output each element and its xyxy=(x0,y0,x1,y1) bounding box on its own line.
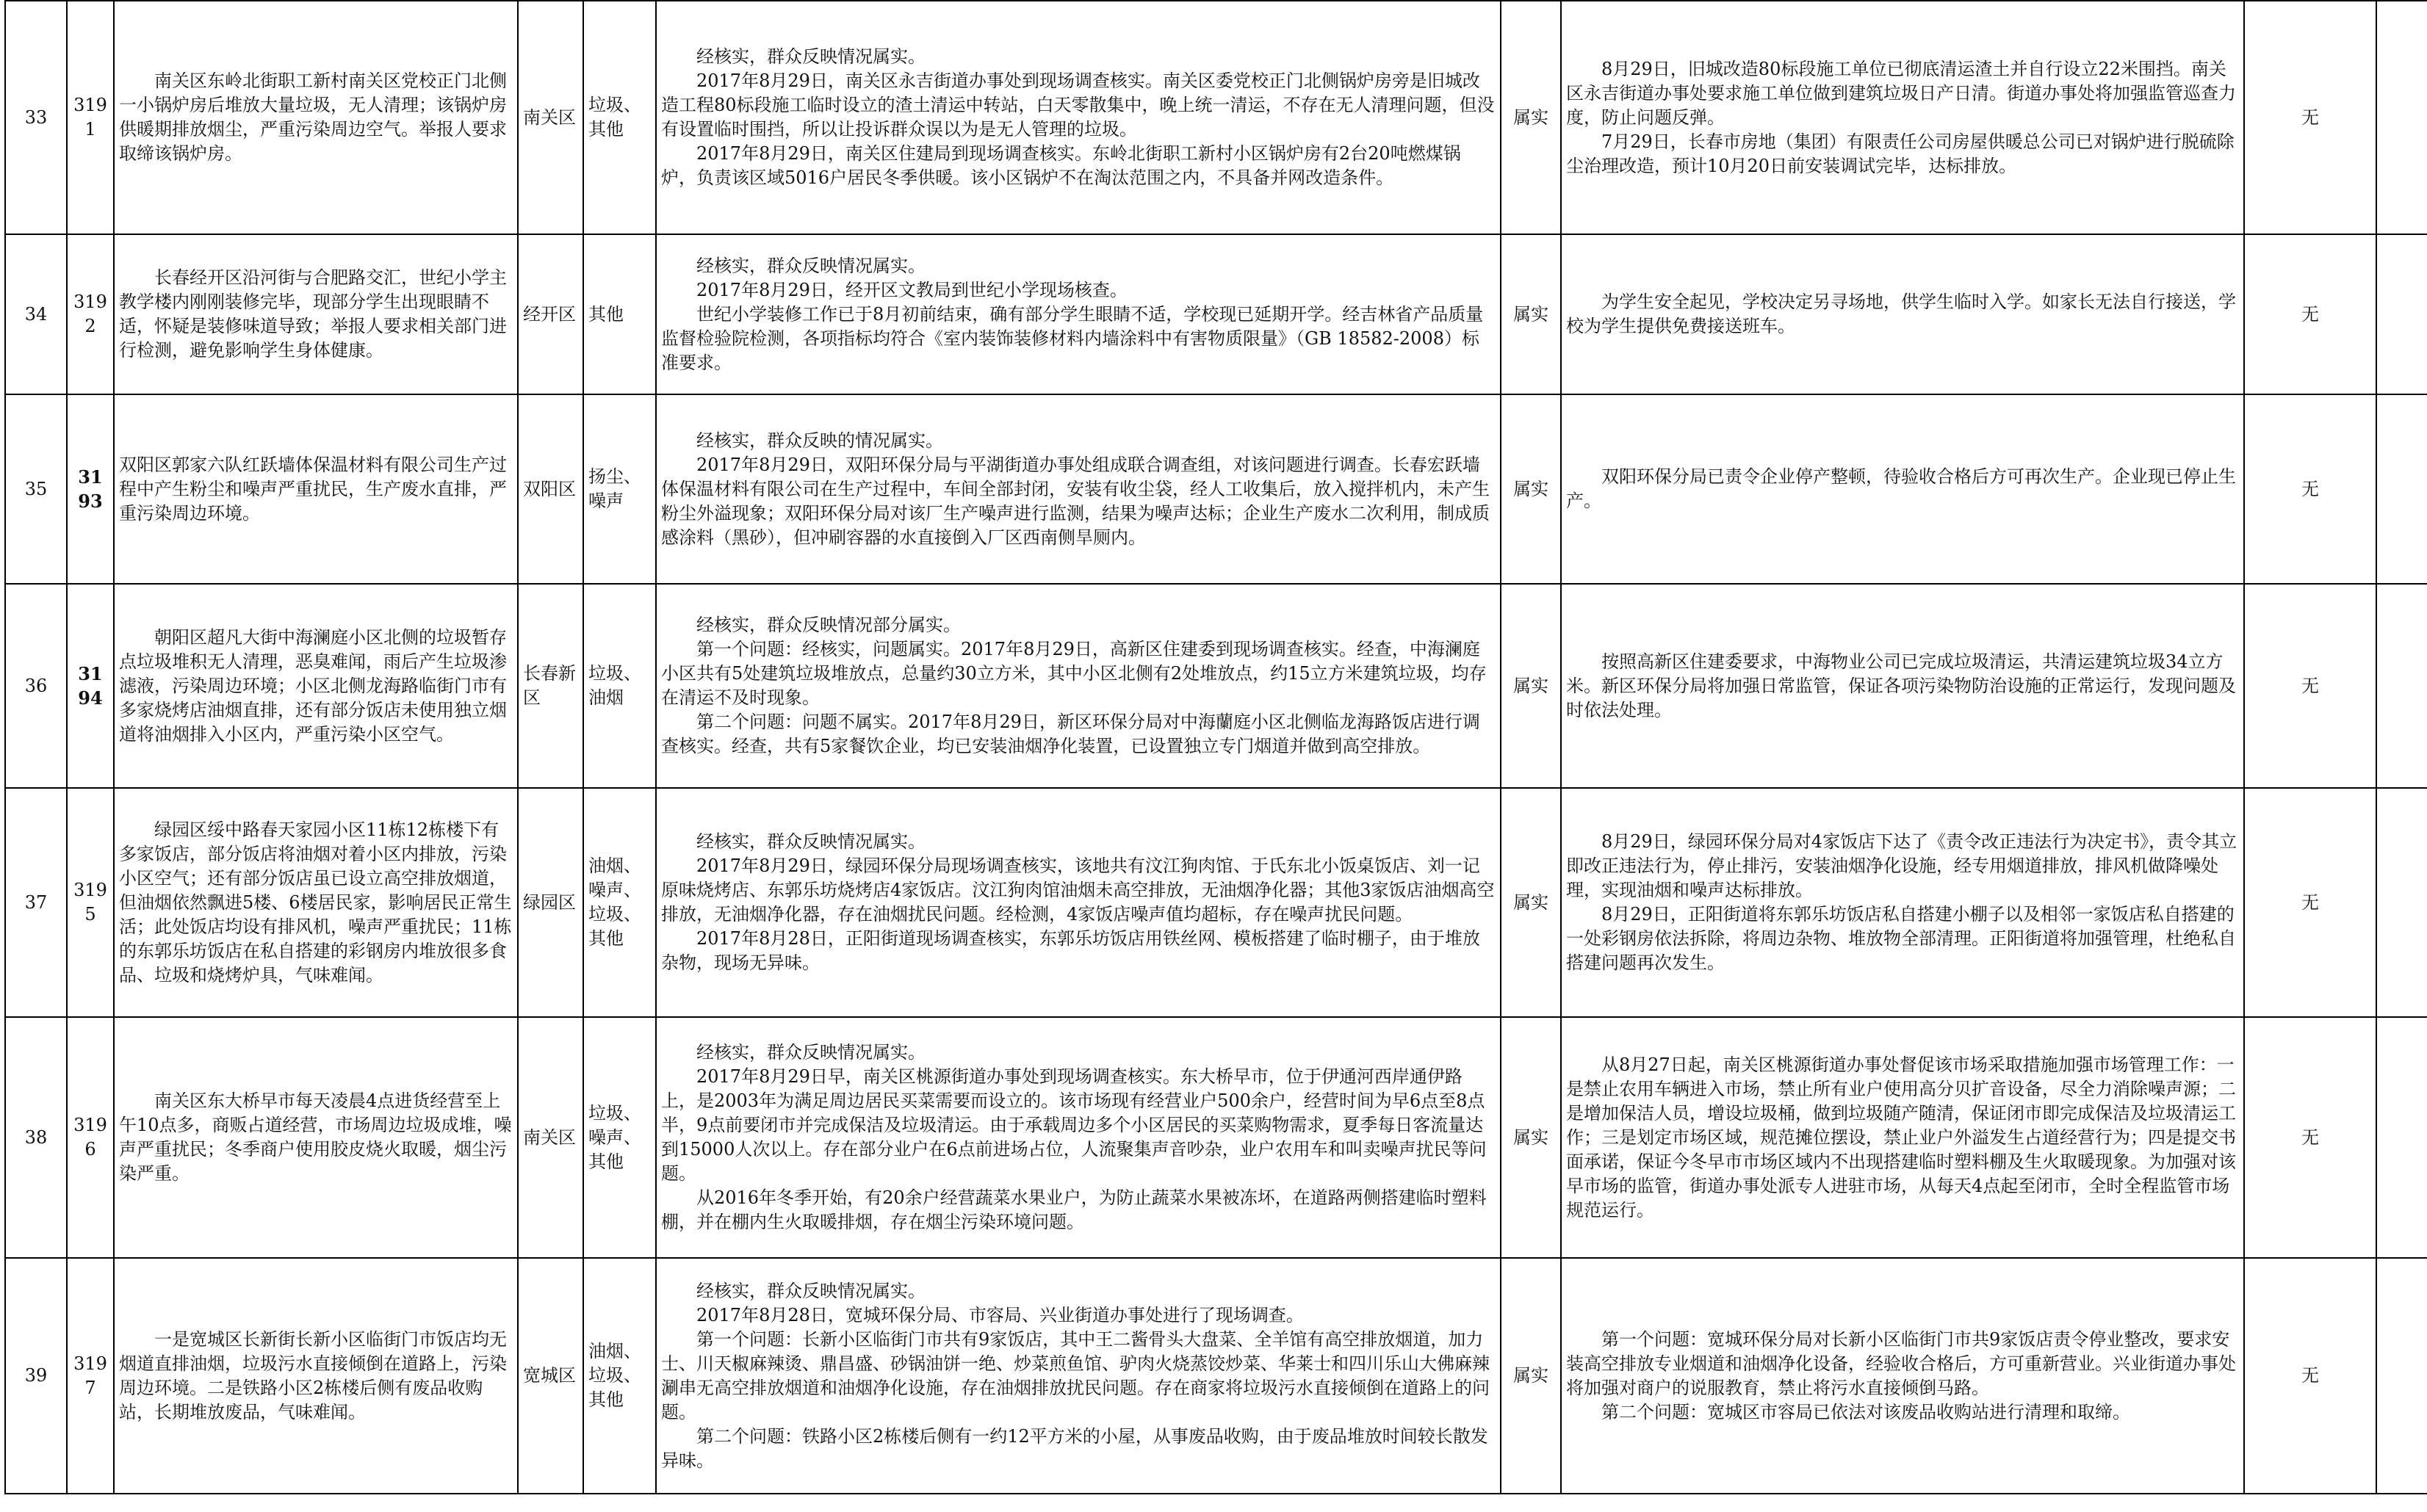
complaint-description xyxy=(114,584,518,788)
verification-paragraph: 世纪小学装修工作已于8月初前结束，确有部分学生眼睛不适，学校现已延期开学。经吉林省产品质量监督检验院检测，各项指标均符合《室内装饰装修材料内墙涂料中有害物质限量》（GB 18582-2008）标准要求。 xyxy=(661,303,1484,373)
complaint-table xyxy=(4,0,2427,1494)
complaint-description xyxy=(114,1258,518,1494)
complaint-paragraph: 朝阳区超凡大街中海澜庭小区北侧的垃圾暂存点垃圾堆积无人清理，恶臭难闻，雨后产生垃圾渗滤液，污染周边环境；小区北侧龙海路临街门市有多家烧烤店油烟直排，还有部分饭店未使用独立烟道将油烟排入小区内，严重污染小区空气。 xyxy=(119,626,507,745)
pollution-category: 垃圾、其他 xyxy=(583,1,656,234)
verification-paragraph: 2017年8月29日，绿园环保分局现场调查核实，该地共有汶江狗肉馆、于氏东北小饭桌饭店、刘一记原味烧烤店、东郭乐坊烧烤店4家饭店。汶江狗肉馆油烟未高空排放，无油烟净化器；其他3家饭店油烟高空排放，无油烟净化器，存在油烟扰民问题。经检测，4家饭店噪声值均超标，存在噪声扰民问题。 xyxy=(661,856,1495,925)
verification-paragraph: 经核实，群众反映情况部分属实。 xyxy=(696,615,961,635)
table-row xyxy=(5,394,2427,584)
pollution-category: 油烟、垃圾、其他 xyxy=(583,1258,656,1494)
handling-paragraph: 8月29日，正阳街道将东郭乐坊饭店私自搭建小棚子以及相邻一家饭店私自搭建的一处彩钢房依法拆除，将周边杂物、堆放物全部清理。正阳街道将加强管理，杜绝私自搭建问题再次发生。 xyxy=(1566,904,2236,973)
complaint-paragraph: 长春经开区沿河街与合肥路交汇，世纪小学主教学楼内刚刚装修完毕，现部分学生出现眼睛不适，怀疑是装修味道导致；举报人要求相关部门进行检测，避免影响学生身体健康。 xyxy=(119,267,507,361)
row-sequence-number: 39 xyxy=(5,1258,67,1494)
complaint-paragraph: 绿园区绥中路春天家园小区11栋12栋楼下有多家饭店，部分饭店将油烟对着小区内排放，污染小区空气；还有部分饭店虽已设立高空排放烟道，但油烟依然飘进5楼、6楼居民家，影响居民正常生活；此处饭店均设有排风机，噪声严重扰民；11栋的东郭乐坊饭店在私自搭建的彩钢房内堆放很多食品、垃圾和烧烤炉具，气味难闻。 xyxy=(119,819,512,985)
district: 双阳区 xyxy=(518,394,583,584)
verification-paragraph: 经核实，群众反映情况属实。 xyxy=(696,831,926,852)
complaint-description xyxy=(114,394,518,584)
complaint-description xyxy=(114,1017,518,1258)
table-row xyxy=(5,788,2427,1017)
verification-paragraph: 2017年8月28日，正阳街道现场调查核实，东郭乐坊饭店用铁丝网、模板搭建了临时棚子，由于堆放杂物，现场无异味。 xyxy=(661,928,1480,973)
district: 宽城区 xyxy=(518,1258,583,1494)
handling-result xyxy=(1561,788,2244,1017)
verification-verdict: 属实 xyxy=(1501,1,1561,234)
district: 长春新区 xyxy=(518,584,583,788)
pollution-category: 垃圾、油烟 xyxy=(583,584,656,788)
case-id: 3192 xyxy=(67,234,114,394)
accountability-note: 无 xyxy=(2244,1258,2376,1494)
pollution-category: 垃圾、噪声、其他 xyxy=(583,1017,656,1258)
handling-paragraph: 双阳环保分局已责令企业停产整顿，待验收合格后方可再次生产。企业现已停止生产。 xyxy=(1566,466,2236,511)
handling-paragraph: 第二个问题：宽城区市容局已依法对该废品收购站进行清理和取缔。 xyxy=(1601,1401,2130,1422)
trailing-empty-cell xyxy=(2376,1,2427,234)
trailing-empty-cell xyxy=(2376,788,2427,1017)
handling-paragraph: 第一个问题：宽城环保分局对长新小区临街门市共9家饭店责令停业整改，要求安装高空排放专业烟道和油烟净化设备，经验收合格后，方可重新营业。兴业街道办事处将加强对商户的说服教育，禁止将污水直接倾倒马路。 xyxy=(1566,1328,2236,1398)
verification-details xyxy=(656,1258,1501,1494)
district: 南关区 xyxy=(518,1017,583,1258)
district: 经开区 xyxy=(518,234,583,394)
verification-verdict: 属实 xyxy=(1501,584,1561,788)
trailing-empty-cell xyxy=(2376,1017,2427,1258)
complaint-paragraph: 双阳区郭家六队红跃墙体保温材料有限公司生产过程中产生粉尘和噪声严重扰民，生产废水直排，严重污染周边环境。 xyxy=(119,454,507,524)
verification-paragraph: 第一个问题：经核实，问题属实。2017年8月29日，高新区住建委到现场调查核实。经查，中海澜庭小区共有5处建筑垃圾堆放点，总量约30立方米，其中小区北侧有2处堆放点，约15立方米建筑垃圾，均存在清运不及时现象。 xyxy=(661,639,1487,708)
verification-verdict: 属实 xyxy=(1501,394,1561,584)
verification-paragraph: 2017年8月29日，南关区住建局到现场调查核实。东岭北街职工新村小区锅炉房有2台20吨燃煤锅炉，负责该区域5016户居民冬季供暖。该小区锅炉不在淘汰范围之内，不具备并网改造条件。 xyxy=(661,143,1461,188)
row-sequence-number: 38 xyxy=(5,1017,67,1258)
complaint-description xyxy=(114,788,518,1017)
case-id: 3194 xyxy=(67,584,114,788)
verification-details xyxy=(656,1017,1501,1258)
table-row xyxy=(5,234,2427,394)
pollution-category: 油烟、噪声、垃圾、其他 xyxy=(583,788,656,1017)
verification-paragraph: 经核实，群众反映情况属实。 xyxy=(696,46,926,67)
verification-paragraph: 2017年8月29日，双阳环保分局与平湖街道办事处组成联合调查组，对该问题进行调查。长春宏跃墙体保温材料有限公司在生产过程中，车间全部封闭，安装有收尘袋，经人工收集后，放入搅拌机内，未产生粉尘外溢现象；双阳环保分局对该厂生产噪声进行监测，结果为噪声达标；企业生产废水二次利用，制成质感涂料（黑砂），但冲刷容器的水直接倒入厂区西南侧旱厕内。 xyxy=(661,454,1490,548)
table-row xyxy=(5,1017,2427,1258)
case-id: 3195 xyxy=(67,788,114,1017)
case-id: 3193 xyxy=(67,394,114,584)
complaint-description xyxy=(114,1,518,234)
verification-verdict: 属实 xyxy=(1501,234,1561,394)
row-sequence-number: 35 xyxy=(5,394,67,584)
verification-details xyxy=(656,1,1501,234)
row-sequence-number: 34 xyxy=(5,234,67,394)
trailing-empty-cell xyxy=(2376,584,2427,788)
verification-paragraph: 经核实，群众反映情况属实。 xyxy=(696,255,926,276)
verification-paragraph: 2017年8月29日，经开区文教局到世纪小学现场核查。 xyxy=(696,279,1128,300)
verification-paragraph: 从2016年冬季开始，有20余户经营蔬菜水果业户，为防止蔬菜水果被冻坏，在道路两侧搭建临时塑料棚，并在棚内生火取暖排烟，存在烟尘污染环境问题。 xyxy=(661,1187,1487,1232)
case-id: 3191 xyxy=(67,1,114,234)
verification-paragraph: 经核实，群众反映情况属实。 xyxy=(696,1280,926,1301)
table-body xyxy=(5,1,2427,1494)
row-sequence-number: 36 xyxy=(5,584,67,788)
handling-result xyxy=(1561,1,2244,234)
handling-result xyxy=(1561,1017,2244,1258)
handling-paragraph: 从8月27日起，南关区桃源街道办事处督促该市场采取措施加强市场管理工作：一是禁止农用车辆进入市场，禁止所有业户使用高分贝扩音设备，尽全力消除噪声源；二是增加保洁人员，增设垃圾桶，做到垃圾随产随清，保证闭市即完成保洁及垃圾清运工作；三是划定市场区域，规范摊位摆设，禁止业户外溢发生占道经营行为；四是提交书面承诺，保证今冬早市市场区域内不出现搭建临时塑料棚及生火取暖现象。为加强对该早市场的监管，街道办事处派专人进驻市场，从每天4点起至闭市，全时全程监管市场规范运行。 xyxy=(1566,1054,2236,1220)
handling-result xyxy=(1561,1258,2244,1494)
district: 南关区 xyxy=(518,1,583,234)
handling-result xyxy=(1561,394,2244,584)
verification-paragraph: 2017年8月29日早，南关区桃源街道办事处到现场调查核实。东大桥早市，位于伊通河西岸通伊路上，是2003年为满足周边居民买菜需要而设立的。该市场现有经营业户500余户，经营时间为早6点至8点半，9点前要闭市并完成保洁及垃圾清运。由于承载周边多个小区居民的买菜购物需求，夏季每日客流量达到15000人次以上。存在部分业户在6点前进场占位，人流聚集声音吵杂，业户农用车和叫卖噪声扰民等问题。 xyxy=(661,1066,1487,1184)
verification-verdict: 属实 xyxy=(1501,1017,1561,1258)
pollution-category: 其他 xyxy=(583,234,656,394)
complaint-description xyxy=(114,234,518,394)
verification-details xyxy=(656,584,1501,788)
accountability-note: 无 xyxy=(2244,234,2376,394)
verification-details xyxy=(656,394,1501,584)
table-row xyxy=(5,1,2427,234)
verification-paragraph: 经核实，群众反映的情况属实。 xyxy=(696,430,943,451)
row-sequence-number: 33 xyxy=(5,1,67,234)
handling-paragraph: 为学生安全起见，学校决定另寻场地，供学生临时入学。如家长无法自行接送，学校为学生提供免费接送班车。 xyxy=(1566,292,2236,336)
complaint-paragraph: 南关区东大桥早市每天凌晨4点进货经营至上午10点多，商贩占道经营，市场周边垃圾成堆，噪声严重扰民；冬季商户使用胶皮烧火取暖，烟尘污染严重。 xyxy=(119,1090,512,1184)
verification-paragraph: 第二个问题：问题不属实。2017年8月29日，新区环保分局对中海蘭庭小区北侧临龙海路饭店进行调查核实。经查，共有5家餐饮企业，均已安装油烟净化装置，已设置独立专门烟道并做到高空排放。 xyxy=(661,712,1480,756)
accountability-note: 无 xyxy=(2244,584,2376,788)
case-id: 3197 xyxy=(67,1258,114,1494)
accountability-note: 无 xyxy=(2244,1017,2376,1258)
verification-details xyxy=(656,234,1501,394)
verification-paragraph: 第二个问题：铁路小区2栋楼后侧有一约12平方米的小屋，从事废品收购，由于废品堆放时间较长散发异味。 xyxy=(661,1425,1488,1471)
table-row xyxy=(5,1258,2427,1494)
trailing-empty-cell xyxy=(2376,234,2427,394)
district: 绿园区 xyxy=(518,788,583,1017)
pollution-category: 扬尘、噪声 xyxy=(583,394,656,584)
complaint-paragraph: 一是宽城区长新街长新小区临街门市饭店均无烟道直排油烟，垃圾污水直接倾倒在道路上，污染周边环境。二是铁路小区2栋楼后侧有废品收购站，长期堆放废品，气味难闻。 xyxy=(119,1328,507,1422)
handling-result xyxy=(1561,584,2244,788)
verification-paragraph: 第一个问题：长新小区临街门市共有9家饭店，其中王二酱骨头大盘菜、全羊馆有高空排放烟道，加力士、川天椒麻辣烫、鼎昌盛、砂锅油饼一绝、炒菜煎鱼馆、驴肉火烧蒸饺炒菜、华莱士和四川乐山大佛麻辣涮串无高空排放烟道和油烟净化设施，存在油烟排放扰民问题。存在商家将垃圾污水直接倾倒在道路上的问题。 xyxy=(661,1328,1490,1422)
handling-paragraph: 按照高新区住建委要求，中海物业公司已完成垃圾清运，共清运建筑垃圾34立方米。新区环保分局将加强日常监管，保证各项污染物防治设施的正常运行，发现问题及时依法处理。 xyxy=(1566,651,2236,720)
complaint-paragraph: 南关区东岭北街职工新村南关区党校正门北侧一小锅炉房后堆放大量垃圾，无人清理；该锅炉房供暖期排放烟尘，严重污染周边空气。举报人要求取缔该锅炉房。 xyxy=(119,70,507,164)
accountability-note: 无 xyxy=(2244,1,2376,234)
handling-paragraph: 8月29日，旧城改造80标段施工单位已彻底清运渣土并自行设立22米围挡。南关区永吉街道办事处要求施工单位做到建筑垃圾日产日清。街道办事处将加强监管巡查力度，防止问题反弹。 xyxy=(1566,58,2236,128)
accountability-note: 无 xyxy=(2244,394,2376,584)
verification-details xyxy=(656,788,1501,1017)
row-sequence-number: 37 xyxy=(5,788,67,1017)
handling-paragraph: 7月29日，长春市房地（集团）有限责任公司房屋供暖总公司已对锅炉进行脱硫除尘治理改造，预计10月20日前安装调试完毕，达标排放。 xyxy=(1566,131,2235,176)
handling-paragraph: 8月29日，绿园环保分局对4家饭店下达了《责令改正违法行为决定书》，责令其立即改正违法行为，停止排污，安装油烟净化设施，经专用烟道排放，排风机做降噪处理，实现油烟和噪声达标排放。 xyxy=(1566,831,2237,900)
trailing-empty-cell xyxy=(2376,1258,2427,1494)
trailing-empty-cell xyxy=(2376,394,2427,584)
handling-result xyxy=(1561,234,2244,394)
verification-paragraph: 2017年8月29日，南关区永吉街道办事处到现场调查核实。南关区委党校正门北侧锅炉房旁是旧城改造工程80标段施工临时设立的渣土清运中转站，白天零散集中，晚上统一清运，不存在无人清理问题，但没有设置临时围挡，所以让投诉群众误以为是无人管理的垃圾。 xyxy=(661,70,1495,140)
verification-verdict: 属实 xyxy=(1501,1258,1561,1494)
accountability-note: 无 xyxy=(2244,788,2376,1017)
table-row xyxy=(5,584,2427,788)
case-id: 3196 xyxy=(67,1017,114,1258)
verification-verdict: 属实 xyxy=(1501,788,1561,1017)
verification-paragraph: 2017年8月28日，宽城环保分局、市容局、兴业街道办事处进行了现场调查。 xyxy=(696,1304,1304,1325)
verification-paragraph: 经核实，群众反映情况属实。 xyxy=(696,1042,926,1063)
